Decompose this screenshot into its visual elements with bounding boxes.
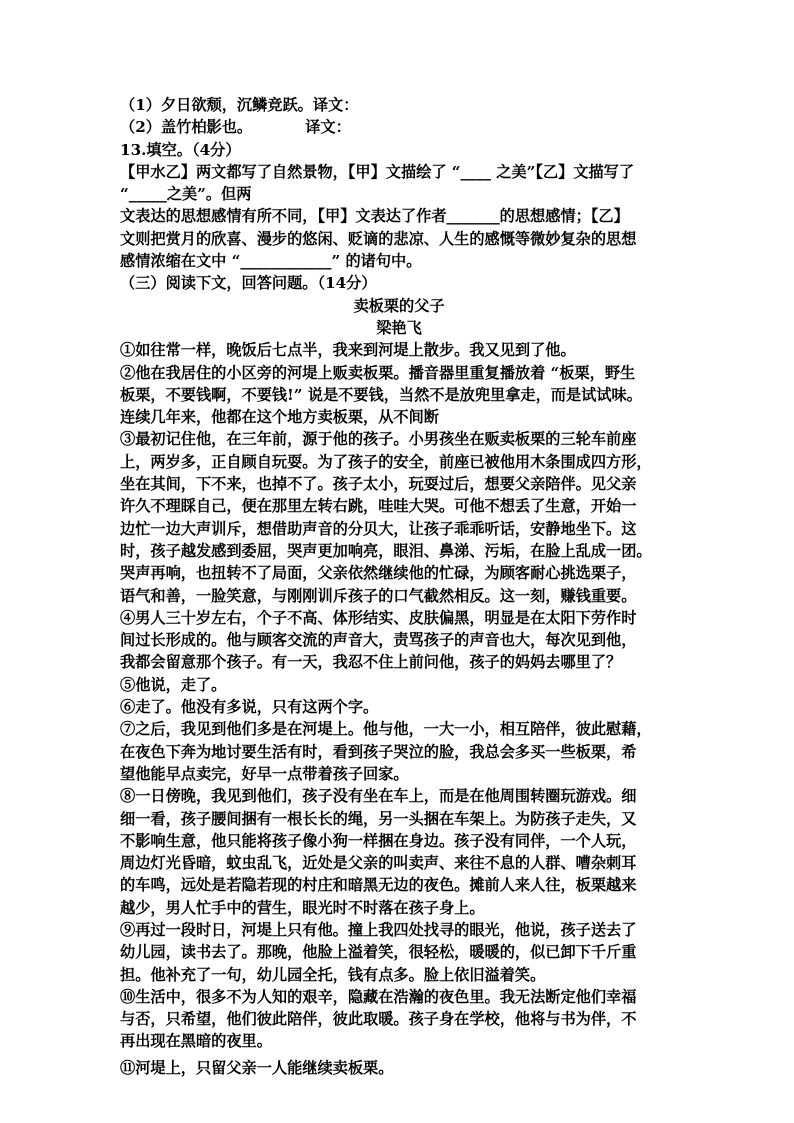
article-line: 边忙一边大声训斥，想借助声音的分贝大，让孩子乖乖听话，安静地坐下。这 <box>120 519 637 538</box>
article-line: 细一看，孩子腰间捆有一根长长的绳，另一头捆在车架上。为防孩子走失，又 <box>120 809 637 828</box>
question-13-text: 文则把赏月的欣喜、漫步的悠闲、贬谪的悲凉、人生的感慨等微妙复杂的思想 <box>120 229 637 248</box>
article-line: 在夜色下奔为地讨要生活有时，看到孩子哭泣的脸，我总会多买一些板栗，希 <box>120 742 637 761</box>
article-author: 梁艳飞 <box>376 318 422 337</box>
article-line: 许久不理睬自己，便在那里左转右跳，哇哇大哭。可他不想丢了生意，开始一 <box>120 497 637 516</box>
article-line: 再出现在黑暗的夜里。 <box>120 1032 272 1051</box>
article-line: 板栗，不要钱啊，不要钱!” 说是不要钱，当然不是放兜里拿走，而是试试味。 <box>120 385 642 404</box>
article-line: ⑥走了。他没有多说，只有这两个字。 <box>120 698 379 717</box>
article-line: 周边灯光昏暗，蚊虫乱飞，近处是父亲的叫卖声、来往不息的人群、嘈杂刺耳 <box>120 854 637 873</box>
question-13-text: 感情浓缩在文中 “____________” 的诸句中。 <box>120 252 422 271</box>
article-line: ④男人三十岁左右，个子不高、体形结实、皮肤偏黑，明显是在太阳下劳作时 <box>120 608 637 627</box>
document-page <box>120 94 678 1079</box>
question-13-heading: 13.填空。（4分） <box>120 140 241 159</box>
article-line: ③最初记住他，在三年前，源于他的孩子。小男孩坐在贩卖板栗的三轮车前座 <box>120 430 637 449</box>
question-13-text: 文表达的思想感情有所不同，【甲】文表达了作者_______的思想感情；【乙】 <box>120 207 629 226</box>
article-line: 间过长形成的。他与顾客交流的声音大，责骂孩子的声音也大，每次见到他， <box>120 631 637 650</box>
article-line: ②他在我居住的小区旁的河堤上贩卖板栗。播音器里重复播放着 “板栗，野生 <box>120 363 636 382</box>
question-13-text: “_____之美”。但两 <box>120 185 252 204</box>
translation-item-1: （1）夕日欲颓，沉鳞竞跃。译文： <box>120 96 359 114</box>
article-line: 语气和善，一脸笑意，与刚刚训斥孩子的口气截然相反。这一刻，赚钱重要。 <box>120 586 637 605</box>
article-line: ⑤他说，走了。 <box>120 675 227 694</box>
article-line: 上，两岁多，正自顾自玩耍。为了孩子的安全，前座已被他用木条围成四方形， <box>120 452 652 471</box>
article-line: 担。他补充了一句，幼儿园全托，钱有点多。脸上依旧溢着笑。 <box>120 965 546 984</box>
question-13-text: 【甲水乙】两文都写了自然景物，【甲】文描绘了 “____ 之美”【乙】文描写了 <box>120 162 635 181</box>
article-line: ⑧一日傍晚，我见到他们，孩子没有坐在车上，而是在他周围转圈玩游戏。细 <box>120 787 637 806</box>
article-line: 越少，男人忙手中的营生，眼光时不时落在孩子身上。 <box>120 898 485 917</box>
article-line: 与否，只希望，他们彼此陪伴，彼此取暖。孩子身在学校，他将与书为伴，不 <box>120 1010 637 1029</box>
article-line: 坐在其间，下不来，也掉不了。孩子太小，玩耍过后，想要父亲陪伴。见父亲 <box>120 475 637 494</box>
translation-item-2: （2）盖竹柏影也。 译文： <box>120 118 351 137</box>
article-line: 时，孩子越发感到委屈，哭声更加响亮，眼泪、鼻涕、污垢，在脸上乱成一团。 <box>120 541 652 560</box>
article-line: ⑩生活中，很多不为人知的艰辛，隐藏在浩瀚的夜色里。我无法断定他们幸福 <box>120 987 637 1006</box>
article-line: 幼儿园，读书去了。那晚，他脸上溢着笑，很轻松，暖暖的，似已卸下千斤重 <box>120 943 637 962</box>
article-last-line: ⑪河堤上，只留父亲一人能继续卖板栗。 <box>120 1058 394 1077</box>
article-line: 我都会留意那个孩子。有一天，我忍不住上前问他，孩子的妈妈去哪里了？ <box>120 653 622 672</box>
article-line: 望他能早点卖完，好早一点带着孩子回家。 <box>120 764 409 783</box>
section-three-heading: （三）阅读下文，回答问题。（14分） <box>120 274 377 293</box>
article-title: 卖板栗的父子 <box>353 296 445 315</box>
article-line: ⑦之后，我见到他们多是在河堤上。他与他，一大一小，相互陪伴，彼此慰藉， <box>120 720 652 739</box>
article-line: 连续几年来，他都在这个地方卖板栗，从不间断 <box>120 408 439 427</box>
article-line: ①如往常一样，晚饭后七点半，我来到河堤上散步。我又见到了他。 <box>120 341 576 360</box>
article-line: 的车鸣，远处是若隐若现的村庄和暗黑无边的夜色。摊前人来人往，板栗越来 <box>120 876 637 895</box>
article-line: 不影响生意，他只能将孩子像小狗一样捆在身边。孩子没有同伴，一个人玩， <box>120 831 637 850</box>
article-line: ⑨再过一段时日，河堤上只有他。撞上我四处找寻的眼光，他说，孩子送去了 <box>120 920 637 939</box>
article-line: 哭声再响，也扭转不了局面，父亲依然继续他的忙碌，为顾客耐心挑选栗子， <box>120 564 637 583</box>
